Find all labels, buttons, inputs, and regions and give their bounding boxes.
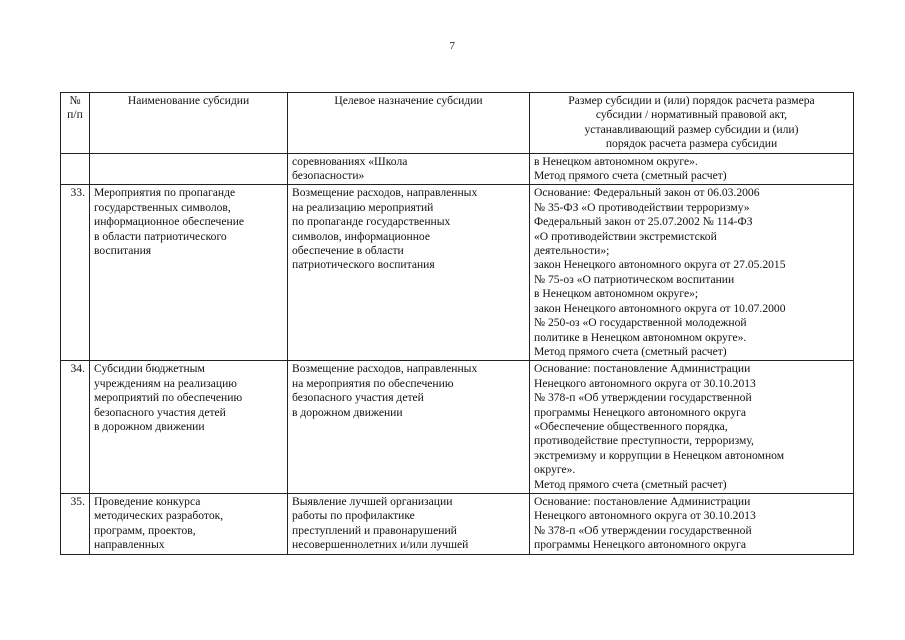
subsidy-table <box>60 92 854 555</box>
cell-size-line: деятельности»; <box>534 244 610 258</box>
cell-size <box>530 361 854 494</box>
cell-purpose <box>288 361 530 494</box>
cell-size-line: закон Ненецкого автономного округа от 10.07.2000 <box>534 301 786 315</box>
row-number: 35. <box>61 493 90 554</box>
cell-purpose-line: соревнованиях «Школа <box>292 154 408 168</box>
cell-name-line: Проведение конкурса <box>94 494 201 508</box>
cell-size-line: Метод прямого счета (сметный расчет) <box>534 169 727 183</box>
cell-name-line: в дорожном движении <box>94 419 205 433</box>
cell-size-line: Основание: постановление Администрации <box>534 362 751 376</box>
header-size <box>530 93 854 154</box>
cell-size-line: Федеральный закон от 25.07.2002 № 114-ФЗ <box>534 215 753 229</box>
cell-size-line: «Обеспечение общественного порядка, <box>534 419 728 433</box>
cell-purpose-line: безопасности» <box>292 169 365 183</box>
cell-name-line: государственных символов, <box>94 200 231 214</box>
cell-purpose-line: по пропаганде государственных <box>292 215 451 229</box>
header-num <box>61 93 90 154</box>
cell-size-line: Метод прямого счета (сметный расчет) <box>534 344 727 358</box>
cell-size-line: Основание: постановление Администрации <box>534 494 751 508</box>
cell-size-line: № 250-оз «О государственной молодежной <box>534 316 747 330</box>
cell-purpose-line: работы по профилактике <box>292 509 415 523</box>
table-row <box>61 185 854 361</box>
cell-name-line: Мероприятия по пропаганде <box>94 186 236 200</box>
table-row <box>61 361 854 494</box>
cell-size <box>530 153 854 185</box>
cell-purpose-line: патриотического воспитания <box>292 258 435 272</box>
cell-name-line: направленных <box>94 538 165 552</box>
header-purpose-label: Целевое назначение субсидии <box>334 94 483 107</box>
header-num-line: п/п <box>67 108 83 122</box>
cell-name <box>90 361 288 494</box>
cell-purpose <box>288 493 530 554</box>
cell-size-line: Ненецкого автономного округа от 30.10.2013 <box>534 509 756 523</box>
cell-size-line: экстремизму и коррупции в Ненецком автономном <box>534 448 785 462</box>
cell-purpose-line: на мероприятия по обеспечению <box>292 376 454 390</box>
page-number: 7 <box>449 40 456 52</box>
cell-size-line: в Ненецком автономном округе». <box>534 154 698 168</box>
cell-size-line: политике в Ненецком автономном округе». <box>534 330 747 344</box>
cell-size <box>530 493 854 554</box>
header-purpose <box>288 93 530 154</box>
cell-purpose <box>288 153 530 185</box>
header-size-line: устанавливающий размер субсидии и (или) <box>584 122 799 136</box>
cell-size-line: № 75-оз «О патриотическом воспитании <box>534 272 735 286</box>
row-number <box>61 153 90 185</box>
cell-size-line: в Ненецком автономном округе»; <box>534 287 699 301</box>
cell-name <box>90 153 288 185</box>
header-num-line: № <box>69 94 81 107</box>
cell-size-line: закон Ненецкого автономного округа от 27.05.2015 <box>534 258 786 272</box>
cell-name-line: методических разработок, <box>94 509 224 523</box>
cell-size-line: Метод прямого счета (сметный расчет) <box>534 477 727 491</box>
table-row <box>61 493 854 554</box>
cell-purpose-line: Выявление лучшей организации <box>292 494 453 508</box>
cell-size-line: противодействие преступности, терроризму, <box>534 434 754 448</box>
cell-name-line: безопасного участия детей <box>94 405 226 419</box>
cell-purpose-line: символов, информационное <box>292 229 431 243</box>
table-header-row <box>61 93 854 154</box>
cell-name-line: мероприятий по обеспечению <box>94 391 243 405</box>
cell-size-line: программы Ненецкого автономного округа <box>534 405 747 419</box>
cell-name-line: информационное обеспечение <box>94 215 245 229</box>
header-size-line: субсидии / нормативный правовой акт, <box>595 108 788 122</box>
header-name <box>90 93 288 154</box>
cell-purpose-line: Возмещение расходов, направленных <box>292 362 478 376</box>
cell-purpose-line: несовершеннолетних и/или лучшей <box>292 538 469 552</box>
header-size-line: порядок расчета размера субсидии <box>605 137 778 151</box>
cell-size-line: округе». <box>534 463 576 477</box>
cell-size-line: № 35-ФЗ «О противодействии терроризму» <box>534 200 750 214</box>
cell-name-line: Субсидии бюджетным <box>94 362 205 376</box>
cell-size <box>530 185 854 361</box>
cell-name-line: программ, проектов, <box>94 523 196 537</box>
cell-size-line: № 378-п «Об утверждении государственной <box>534 391 752 405</box>
cell-size-line: Основание: Федеральный закон от 06.03.2006 <box>534 186 760 200</box>
cell-purpose-line: Возмещение расходов, направленных <box>292 186 478 200</box>
cell-size-line: «О противодействии экстремистской <box>534 229 717 243</box>
cell-size-line: программы Ненецкого автономного округа <box>534 538 747 552</box>
row-number: 34. <box>61 361 90 494</box>
header-name-label: Наименование субсидии <box>127 94 250 107</box>
cell-purpose-line: обеспечение в области <box>292 244 404 258</box>
cell-purpose <box>288 185 530 361</box>
cell-size-line: Ненецкого автономного округа от 30.10.2013 <box>534 376 756 390</box>
cell-name-line: в области патриотического <box>94 229 227 243</box>
cell-name <box>90 493 288 554</box>
cell-purpose-line: безопасного участия детей <box>292 391 424 405</box>
cell-name <box>90 185 288 361</box>
cell-name-line: учреждениям на реализацию <box>94 376 237 390</box>
cell-size-line: № 378-п «Об утверждении государственной <box>534 523 752 537</box>
row-number: 33. <box>61 185 90 361</box>
cell-name-line: воспитания <box>94 244 152 258</box>
header-size-line: Размер субсидии и (или) порядок расчета размера <box>568 94 815 107</box>
cell-purpose-line: преступлений и правонарушений <box>292 523 457 537</box>
cell-purpose-line: в дорожном движении <box>292 405 403 419</box>
table-row <box>61 153 854 185</box>
cell-purpose-line: на реализацию мероприятий <box>292 200 434 214</box>
